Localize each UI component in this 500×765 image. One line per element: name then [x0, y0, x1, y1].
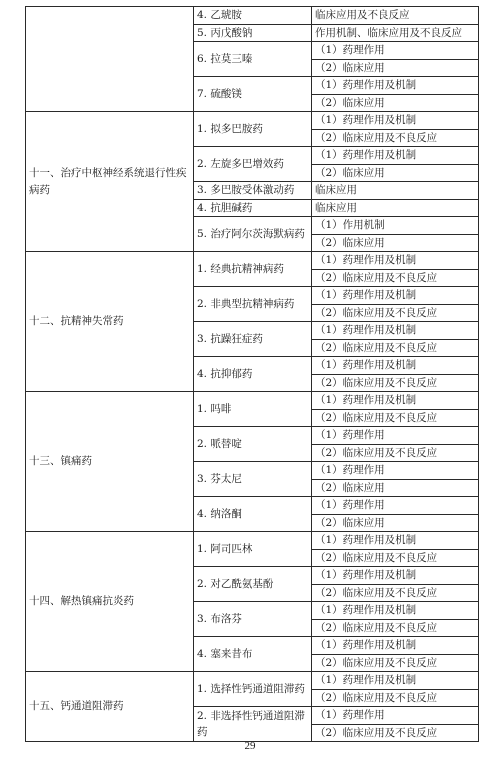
drug-cell: 2. 哌替啶: [194, 427, 312, 462]
topic-cell: （1）药理作用及机制: [312, 77, 479, 95]
table-row: [26, 112, 479, 130]
drug-cell: 6. 拉莫三嗪: [194, 42, 312, 77]
topic-cell: （2）临床应用及不良反应: [312, 549, 479, 567]
topic-cell: （2）临床应用: [312, 514, 479, 532]
topic-cell: （2）临床应用: [312, 234, 479, 252]
topic-cell: （1）药理作用及机制: [312, 672, 479, 690]
topic-cell: （2）临床应用: [312, 59, 479, 77]
topic-cell: （2）临床应用及不良反应: [312, 269, 479, 287]
drug-cell: 3. 抗躁狂症药: [194, 322, 312, 357]
topic-cell: （1）药理作用及机制: [312, 252, 479, 270]
topic-cell: （2）临床应用及不良反应: [312, 444, 479, 462]
drug-cell: 4. 抗胆碱药: [194, 199, 312, 217]
drug-cell: 1. 拟多巴胺药: [194, 112, 312, 147]
topic-cell: （2）临床应用及不良反应: [312, 724, 479, 742]
topic-cell: （1）药理作用: [312, 427, 479, 445]
table-row: [26, 392, 479, 410]
drug-cell: 2. 对乙酰氨基酚: [194, 567, 312, 602]
topic-cell: （2）临床应用及不良反应: [312, 339, 479, 357]
drug-cell: 3. 多巴胺受体激动药: [194, 182, 312, 200]
category-cell: [26, 7, 194, 112]
topic-cell: （2）临床应用及不良反应: [312, 584, 479, 602]
drug-cell: 4. 塞来昔布: [194, 637, 312, 672]
topic-cell: （2）临床应用及不良反应: [312, 409, 479, 427]
topic-cell: （2）临床应用及不良反应: [312, 304, 479, 322]
page-number: 29: [244, 740, 256, 752]
drug-cell: 5. 治疗阿尔茨海默病药: [194, 217, 312, 252]
topic-cell: （2）临床应用及不良反应: [312, 129, 479, 147]
topic-cell: （2）临床应用: [312, 94, 479, 112]
table-row: [26, 7, 479, 25]
topic-cell: 作用机制、临床应用及不良反应: [312, 24, 479, 42]
topic-cell: （1）药理作用及机制: [312, 567, 479, 585]
topic-cell: （1）药理作用及机制: [312, 147, 479, 165]
syllabus-table: [25, 6, 479, 742]
topic-cell: （1）药理作用: [312, 707, 479, 725]
drug-cell: 4. 纳洛酮: [194, 497, 312, 532]
drug-cell: 2. 非选择性钙通道阻滞药: [194, 707, 312, 742]
drug-cell: 3. 布洛芬: [194, 602, 312, 637]
topic-cell: （2）临床应用: [312, 164, 479, 182]
topic-cell: （2）临床应用及不良反应: [312, 374, 479, 392]
topic-cell: （1）作用机制: [312, 217, 479, 235]
category-cell: 十二、抗精神失常药: [26, 252, 194, 392]
drug-cell: 4. 乙琥胺: [194, 7, 312, 25]
topic-cell: （1）药理作用及机制: [312, 357, 479, 375]
topic-cell: （2）临床应用及不良反应: [312, 654, 479, 672]
drug-cell: 2. 非典型抗精神病药: [194, 287, 312, 322]
topic-cell: （1）药理作用及机制: [312, 532, 479, 550]
topic-cell: 临床应用: [312, 199, 479, 217]
drug-cell: 7. 硫酸镁: [194, 77, 312, 112]
drug-cell: 1. 经典抗精神病药: [194, 252, 312, 287]
table-row: [26, 672, 479, 690]
category-cell: 十四、解热镇痛抗炎药: [26, 532, 194, 672]
drug-cell: 1. 吗啡: [194, 392, 312, 427]
drug-cell: 5. 丙戊酸钠: [194, 24, 312, 42]
drug-cell: 1. 阿司匹林: [194, 532, 312, 567]
topic-cell: （1）药理作用及机制: [312, 392, 479, 410]
category-cell: 十一、治疗中枢神经系统退行性疾病药: [26, 112, 194, 252]
drug-cell: 4. 抗抑郁药: [194, 357, 312, 392]
topic-cell: （1）药理作用及机制: [312, 602, 479, 620]
topic-cell: （2）临床应用及不良反应: [312, 689, 479, 707]
topic-cell: （1）药理作用: [312, 42, 479, 60]
topic-cell: （1）药理作用及机制: [312, 112, 479, 130]
topic-cell: （1）药理作用及机制: [312, 322, 479, 340]
topic-cell: 临床应用: [312, 182, 479, 200]
topic-cell: （2）临床应用及不良反应: [312, 619, 479, 637]
table-row: [26, 252, 479, 270]
topic-cell: （1）药理作用及机制: [312, 637, 479, 655]
drug-cell: 1. 选择性钙通道阻滞药: [194, 672, 312, 707]
category-cell: 十三、镇痛药: [26, 392, 194, 532]
topic-cell: （1）药理作用及机制: [312, 287, 479, 305]
drug-cell: 3. 芬太尼: [194, 462, 312, 497]
topic-cell: （2）临床应用: [312, 479, 479, 497]
category-cell: 十五、钙通道阻滞药: [26, 672, 194, 742]
syllabus-table-body: [26, 7, 479, 742]
topic-cell: （1）药理作用: [312, 497, 479, 515]
topic-cell: 临床应用及不良反应: [312, 7, 479, 25]
topic-cell: （1）药理作用: [312, 462, 479, 480]
table-row: [26, 532, 479, 550]
drug-cell: 2. 左旋多巴增效药: [194, 147, 312, 182]
